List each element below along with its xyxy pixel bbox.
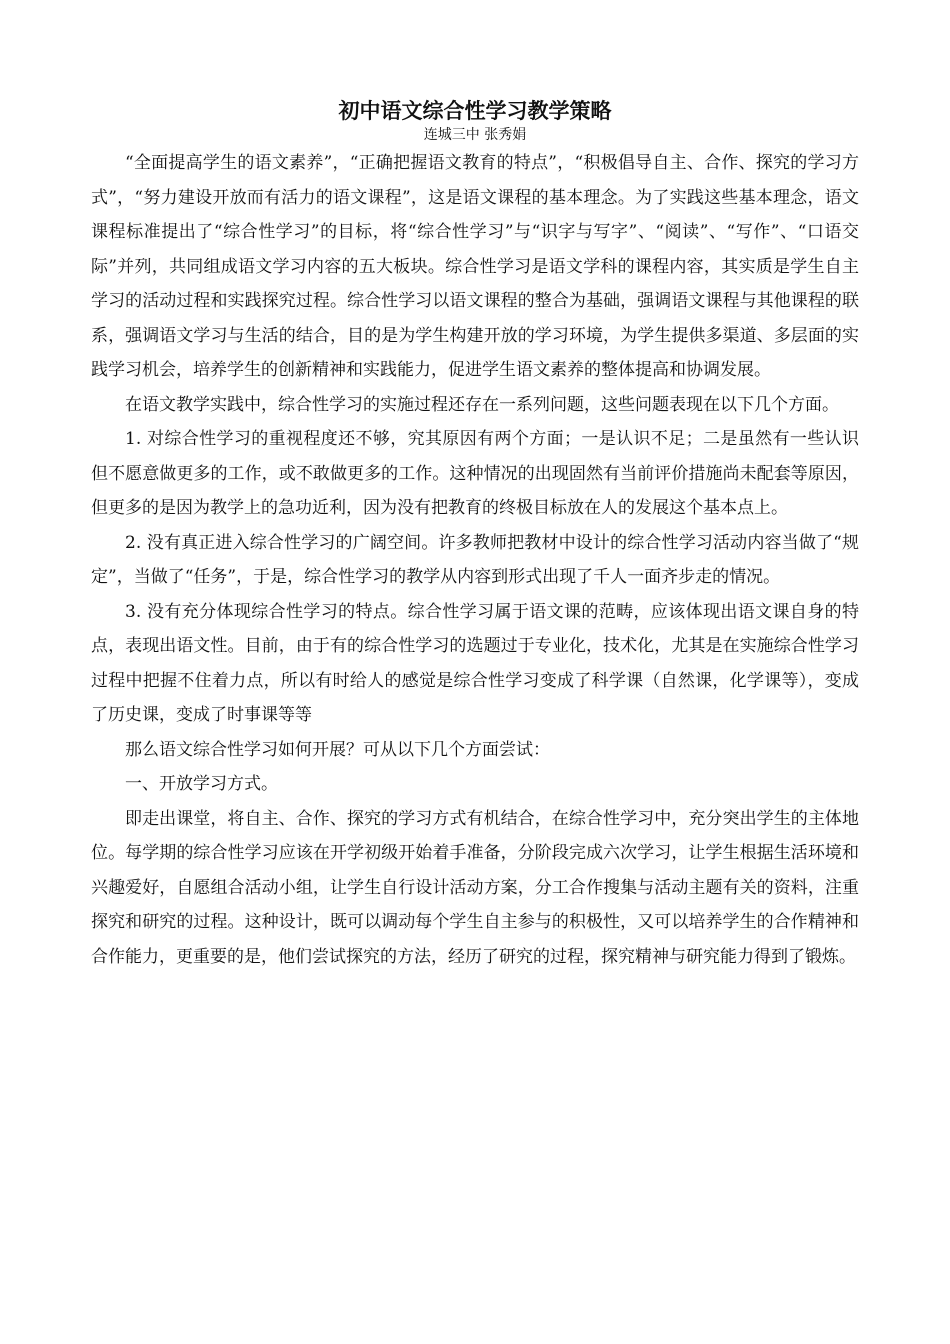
paragraph-section-1: 即走出课堂，将自主、合作、探究的学习方式有机结合，在综合性学习中，充分突出学生的主体地位。每学期的综合性学习应该在开学初级开始着手准备，分阶段完成六次学习，让学生根据生活环境和兴趣爱好，自愿组合活动小组，让学生自行设计活动方案，分工合作搜集与活动主题有关的资料，注重探究和研究的过程。这种设计，既可以调动每个学生自主参与的积极性，又可以培养学生的合作精神和合作能力，更重要的是，他们尝试探究的方法，经历了研究的过程，探究精神与研究能力得到了锻炼。 [91,808,859,967]
document-author: 连城三中 张秀娟 [423,127,527,143]
section-heading-1: 一、开放学习方式。 [125,774,278,794]
document-title: 初中语文综合性学习教学策略 [338,98,612,123]
paragraph-methods-intro: 那么语文综合性学习如何开展？可从以下几个方面尝试： [125,739,550,760]
paragraph-intro: “全面提高学生的语文素养”，“正确把握语文教育的特点”，“积极倡导自主、合作、探究的学习方式”，“努力建设开放而有活力的语文课程”，这是语文课程的基本理念。为了实践这些基本理念，语文课程标准提出了“综合性学习”的目标，将“综合性学习”与“识字与写字”、“阅读”、“写作”、“口语交际”并列，共同组成语文学习内容的五大板块。综合性学习是语文学科的课程内容，其实质是学生自主学习的活动过程和实践探究过程。综合性学习以语文课程的整合为基础，强调语文课程与其他课程的联系，强调语文学习与生活的结合，目的是为学生构建开放的学习环境，为学生提供多渠道、多层面的实践学习机会，培养学生的创新精神和实践能力，促进学生语文素养的整体提高和协调发展。 [91,153,859,380]
paragraph-problem-2: 2. 没有真正进入综合性学习的广阔空间。许多教师把教材中设计的综合性学习活动内容当做了“规定”，当做了“任务”，于是，综合性学习的教学从内容到形式出现了千人一面齐步走的情况。 [91,532,859,587]
paragraph-problem-1: 1. 对综合性学习的重视程度还不够，究其原因有两个方面；一是认识不足；二是虽然有一些认识但不愿意做更多的工作，或不敢做更多的工作。这种情况的出现固然有当前评价措施尚未配套等原因，但更多的是因为教学上的急功近利，因为没有把教育的终极目标放在人的发展这个基本点上。 [91,429,859,518]
document-page [91,96,859,974]
paragraph-problems-intro: 在语文教学实践中，综合性学习的实施过程还存在一系列问题，这些问题表现在以下几个方面。 [125,394,839,415]
paragraph-problem-3: 3. 没有充分体现综合性学习的特点。综合性学习属于语文课的范畴，应该体现出语文课自身的特点，表现出语文性。目前，由于有的综合性学习的选题过于专业化，技术化，尤其是在实施综合性学习过程中把握不住着力点，所以有时给人的感觉是综合性学习变成了科学课（自然课，化学课等），变成了历史课，变成了时事课等等 [91,601,859,725]
